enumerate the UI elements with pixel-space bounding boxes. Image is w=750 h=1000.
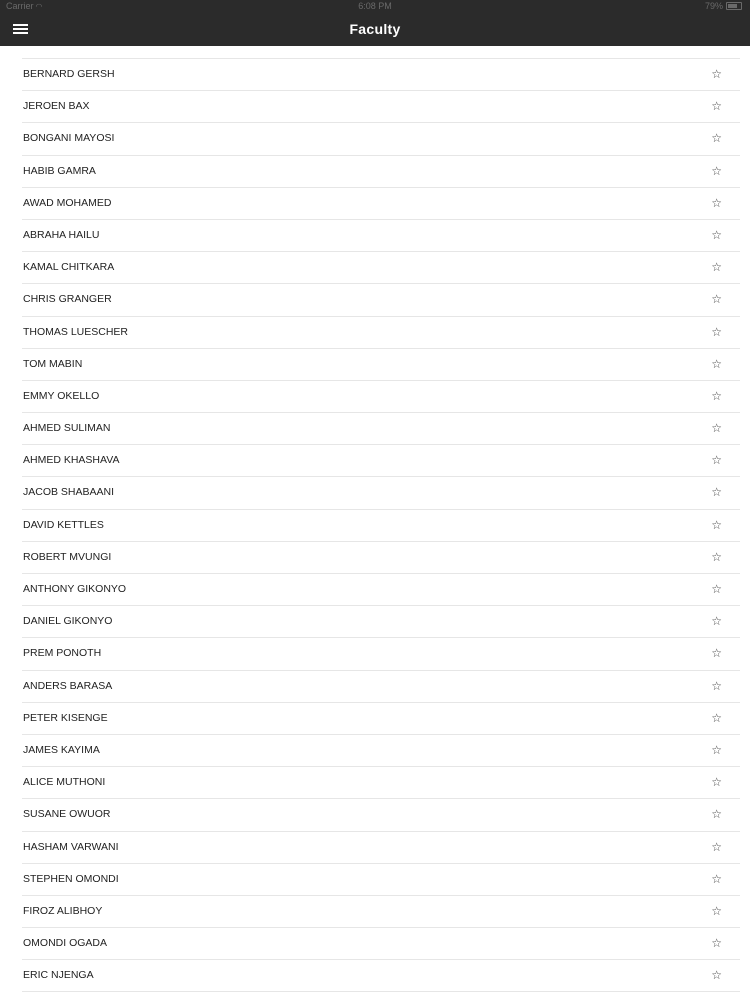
faculty-row[interactable]: [22, 156, 740, 188]
faculty-name: JACOB SHABAANI: [23, 486, 115, 499]
navigation-bar: [0, 12, 750, 46]
faculty-row[interactable]: [22, 477, 740, 509]
favorite-star-icon[interactable]: ☆: [711, 131, 722, 146]
faculty-name: STEPHEN OMONDI: [23, 872, 119, 885]
favorite-star-icon[interactable]: ☆: [711, 99, 722, 114]
faculty-row[interactable]: [22, 220, 740, 252]
faculty-name: ANTHONY GIKONYO: [23, 583, 127, 595]
faculty-row[interactable]: [22, 188, 740, 220]
favorite-star-icon[interactable]: ☆: [711, 453, 722, 468]
favorite-star-icon[interactable]: ☆: [711, 968, 722, 983]
favorite-star-icon[interactable]: ☆: [711, 421, 722, 436]
faculty-name: PETER KISENGE: [23, 711, 108, 724]
faculty-name: JEROEN BAX: [23, 100, 90, 113]
wifi-icon: ◠: [35, 2, 43, 11]
faculty-row[interactable]: [22, 606, 740, 638]
faculty-name: SUSANE OWUOR: [23, 808, 111, 821]
favorite-star-icon[interactable]: ☆: [711, 324, 722, 339]
faculty-row[interactable]: [22, 542, 740, 574]
battery-icon: [726, 2, 742, 10]
faculty-row[interactable]: [22, 413, 740, 445]
faculty-row[interactable]: [22, 349, 740, 381]
favorite-star-icon[interactable]: ☆: [711, 936, 722, 951]
favorite-star-icon[interactable]: ☆: [711, 292, 722, 307]
favorite-star-icon[interactable]: ☆: [711, 195, 722, 210]
favorite-star-icon[interactable]: ☆: [711, 485, 722, 500]
faculty-row[interactable]: [22, 928, 740, 960]
battery-indicator: [705, 0, 742, 12]
faculty-name: ROBERT MVUNGI: [23, 550, 112, 563]
faculty-row[interactable]: [22, 960, 740, 992]
faculty-name: THOMAS LUESCHER: [23, 325, 129, 338]
faculty-row[interactable]: [22, 123, 740, 155]
faculty-row[interactable]: [22, 317, 740, 349]
favorite-star-icon[interactable]: ☆: [711, 807, 722, 822]
faculty-name: DAVID KETTLES: [23, 518, 104, 531]
faculty-name: HASHAM VARWANI: [23, 840, 119, 853]
faculty-row[interactable]: [22, 510, 740, 542]
favorite-star-icon[interactable]: ☆: [711, 549, 722, 564]
faculty-list: [22, 58, 740, 992]
favorite-star-icon[interactable]: ☆: [711, 260, 722, 275]
faculty-row[interactable]: [22, 832, 740, 864]
faculty-name: ANDERS BARASA: [23, 679, 113, 692]
faculty-name: CHRIS GRANGER: [23, 293, 112, 306]
faculty-name: FIROZ ALIBHOY: [23, 904, 103, 917]
faculty-name: HABIB GAMRA: [23, 164, 96, 177]
faculty-name: PREM PONOTH: [23, 647, 102, 660]
favorite-star-icon[interactable]: ☆: [711, 67, 722, 81]
faculty-name: OMONDI OGADA: [23, 937, 108, 950]
favorite-star-icon[interactable]: ☆: [711, 517, 722, 532]
faculty-row[interactable]: [22, 703, 740, 735]
favorite-star-icon[interactable]: ☆: [711, 614, 722, 629]
favorite-star-icon[interactable]: ☆: [711, 903, 722, 918]
faculty-name: ERIC NJENGA: [23, 969, 94, 982]
faculty-row[interactable]: [22, 799, 740, 831]
carrier-label: Carrier: [6, 1, 34, 11]
favorite-star-icon[interactable]: ☆: [711, 163, 722, 178]
favorite-star-icon[interactable]: ☆: [711, 582, 722, 596]
favorite-star-icon[interactable]: ☆: [711, 871, 722, 886]
faculty-name: TOM MABIN: [23, 357, 83, 370]
faculty-name: JAMES KAYIMA: [23, 743, 100, 756]
battery-percent: 79%: [704, 1, 723, 11]
page-title: Faculty: [349, 21, 401, 37]
faculty-row[interactable]: [22, 252, 740, 284]
faculty-row[interactable]: [22, 574, 740, 606]
faculty-row[interactable]: [22, 381, 740, 413]
faculty-row[interactable]: [22, 671, 740, 703]
status-time: 6:08 PM: [358, 1, 392, 11]
faculty-name: EMMY OKELLO: [23, 389, 100, 402]
favorite-star-icon[interactable]: ☆: [711, 710, 722, 725]
faculty-name: DANIEL GIKONYO: [23, 615, 113, 628]
favorite-star-icon[interactable]: ☆: [711, 678, 722, 693]
faculty-row[interactable]: [22, 59, 740, 91]
faculty-row[interactable]: [22, 445, 740, 477]
favorite-star-icon[interactable]: ☆: [711, 775, 722, 790]
favorite-star-icon[interactable]: ☆: [711, 227, 722, 242]
faculty-name: BERNARD GERSH: [23, 68, 115, 80]
faculty-name: AWAD MOHAMED: [23, 196, 112, 209]
favorite-star-icon[interactable]: ☆: [711, 388, 722, 403]
faculty-name: AHMED SULIMAN: [23, 422, 111, 435]
faculty-row[interactable]: [22, 864, 740, 896]
faculty-row[interactable]: [22, 896, 740, 928]
faculty-row[interactable]: [22, 638, 740, 670]
faculty-name: AHMED KHASHAVA: [23, 454, 120, 467]
favorite-star-icon[interactable]: ☆: [711, 356, 722, 371]
faculty-row[interactable]: [22, 767, 740, 799]
faculty-name: KAMAL CHITKARA: [23, 261, 115, 274]
favorite-star-icon[interactable]: ☆: [711, 742, 722, 757]
faculty-name: ALICE MUTHONI: [23, 776, 106, 789]
favorite-star-icon[interactable]: ☆: [711, 839, 722, 854]
faculty-name: ABRAHA HAILU: [23, 228, 100, 241]
faculty-row[interactable]: [22, 284, 740, 316]
faculty-row[interactable]: [22, 91, 740, 123]
faculty-row[interactable]: [22, 735, 740, 767]
status-bar: [0, 0, 750, 12]
faculty-name: BONGANI MAYOSI: [23, 132, 115, 145]
favorite-star-icon[interactable]: ☆: [711, 646, 722, 661]
